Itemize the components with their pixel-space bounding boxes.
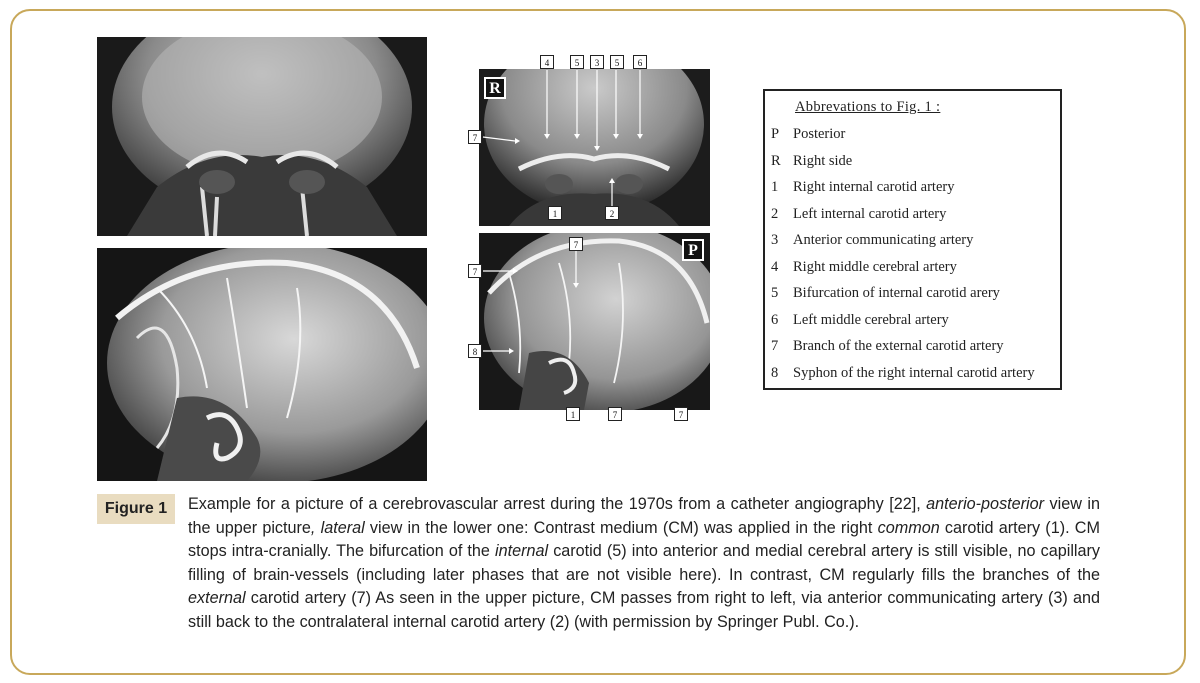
lat-marker-8-tag: 8 [468, 344, 482, 358]
lat-marker-1-tag: 1 [566, 407, 580, 421]
legend-row: 1 Right internal carotid artery [771, 179, 955, 195]
marker-4-tag: 4 [540, 55, 554, 69]
abbreviations-legend [763, 89, 1062, 390]
legend-row: 6 Left middle cerebral artery [771, 312, 949, 328]
legend-row: 3 Anterior communicating artery [771, 232, 974, 248]
legend-row: P Posterior [771, 126, 846, 142]
marker-5-tag: 5 [570, 55, 584, 69]
marker-5b-tag: 5 [610, 55, 624, 69]
legend-row: 4 Right middle cerebral artery [771, 259, 957, 275]
marker-6-tag: 6 [633, 55, 647, 69]
figure-label: Figure 1 [97, 494, 175, 524]
legend-row: 5 Bifurcation of internal carotid arery [771, 285, 1000, 301]
posterior-marker: P [682, 239, 704, 261]
lat-marker-7-top-tag: 7 [569, 237, 583, 251]
lat-marker-7-bottom-tag: 7 [608, 407, 622, 421]
legend-row: 8 Syphon of the right internal carotid artery [771, 365, 1035, 381]
legend-row: 7 Branch of the external carotid artery [771, 338, 1004, 354]
figure-caption: Example for a picture of a cerebrovascular arrest during the 1970s from a catheter angiography [22], anterio-posterior view in the upper picture, lateral view in the lower one: Contrast medium (CM) was applied in the right common carotid artery (1). CM stops intra-cranially. The bifurcation of the internal carotid (5) into anterior and medial cerebral artery is still visible, no capillary filling of brain-vessels (including later phases that are not visible here). In contrast, CM regularly fills the branches of the external carotid artery (7) As seen in the upper picture, CM passes from right to left, via anterior communicating artery (3) and still back to the contralateral internal carotid artery (2) (with permission by Springer Publ. Co.). [188, 495, 1100, 631]
lat-marker-7-left-tag: 7 [468, 264, 482, 278]
right-side-marker: R [484, 77, 506, 99]
legend-title: Abbrevations to Fig. 1 : [795, 99, 941, 115]
marker-3-tag: 3 [590, 55, 604, 69]
legend-row: 2 Left internal carotid artery [771, 206, 947, 222]
legend-row: R Right side [771, 153, 853, 169]
ap-marker-7-tag: 7 [468, 130, 482, 144]
lat-marker-7-right-tag: 7 [674, 407, 688, 421]
ap-marker-2-tag: 2 [605, 206, 619, 220]
ap-marker-1-tag: 1 [548, 206, 562, 220]
